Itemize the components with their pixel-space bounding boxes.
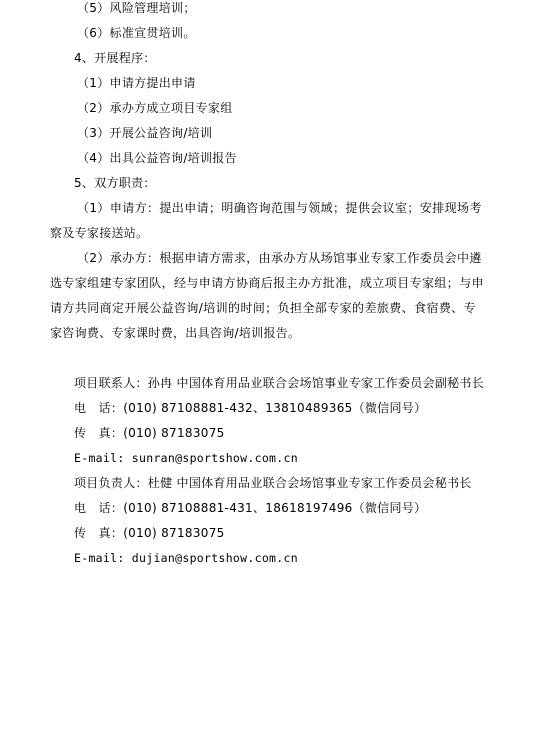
list-item: （1）申请方提出申请 xyxy=(77,76,196,90)
contact-phone-line: 电 话：(010) 87108881-432、13810489365（微信同号） xyxy=(74,401,427,415)
list-item: （6）标准宣贯培训。 xyxy=(77,26,196,40)
contact-email-line: E-mail: dujian@sportshow.com.cn xyxy=(74,551,298,565)
contact-role-line: 项目联系人：孙冉 中国体育用品业联合会场馆事业专家工作委员会副秘书长 xyxy=(74,376,485,390)
contact-phone-line: 电 话：(010) 87108881-431、18618197496（微信同号） xyxy=(74,501,427,515)
contact-fax-line: 传 真：(010) 87183075 xyxy=(74,526,225,540)
paragraph-line: 察及专家接送站。 xyxy=(50,226,149,240)
paragraph-line: （2）承办方：根据申请方需求，由承办方从场馆事业专家工作委员会中遴 xyxy=(77,251,482,265)
list-item: （5）风险管理培训； xyxy=(77,1,196,15)
paragraph-line: 家咨询费、专家课时费，出具咨询/培训报告。 xyxy=(50,326,301,340)
section-heading: 5、双方职责： xyxy=(74,176,156,190)
list-item: （3）开展公益咨询/培训 xyxy=(77,126,213,140)
list-item: （4）出具公益咨询/培训报告 xyxy=(77,151,237,165)
section-heading: 4、开展程序： xyxy=(74,51,156,65)
contact-role-line: 项目负责人：杜健 中国体育用品业联合会场馆事业专家工作委员会秘书长 xyxy=(74,476,472,490)
paragraph-line: 选专家组建专家团队，经与申请方协商后报主办方批准，成立项目专家组；与申 xyxy=(50,276,485,290)
paragraph-line: 请方共同商定开展公益咨询/培训的时间；负担全部专家的差旅费、食宿费、专 xyxy=(50,301,477,315)
contact-email-line: E-mail: sunran@sportshow.com.cn xyxy=(74,451,298,465)
paragraph-line: （1）申请方：提出申请；明确咨询范围与领域；提供会议室；安排现场考 xyxy=(77,201,482,215)
list-item: （2）承办方成立项目专家组 xyxy=(77,101,233,115)
contact-fax-line: 传 真：(010) 87183075 xyxy=(74,426,225,440)
